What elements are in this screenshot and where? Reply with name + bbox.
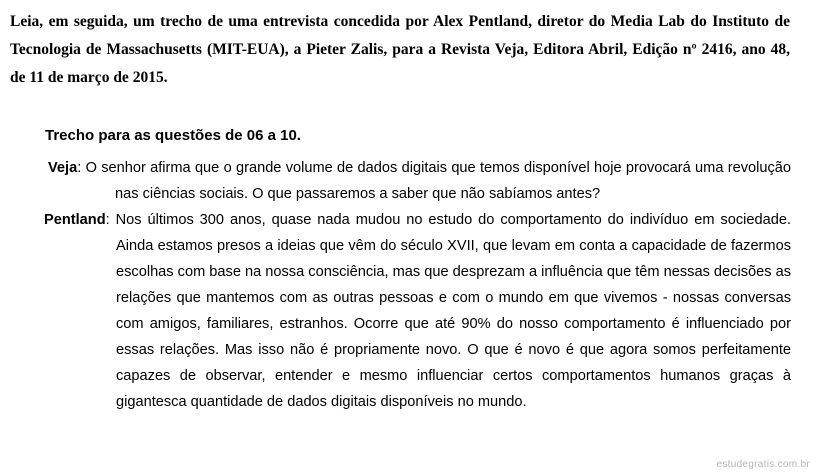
intro-paragraph: Leia, em seguida, um trecho de uma entrevista concedida por Alex Pentland, diretor do Media Lab do Instituto de Tecnologia de Massachusetts (MIT-EUA), a Pieter Zalis, para a Revista Veja, Editora Abril, Edição nº 2416, ano 48, de 11 de março de 2015.	[10, 13, 790, 86]
answer-separator: :	[105, 212, 116, 228]
question-speaker: Veja	[48, 160, 78, 176]
interview-answer	[44, 207, 791, 415]
question-text: O senhor afirma que o grande volume de dados digitais que temos disponível hoje provocará uma revolução nas ciências sociais. O que passaremos a saber que não sabíamos antes?	[85, 160, 791, 202]
question-separator: :	[77, 160, 86, 176]
watermark: estudegratis.com.br	[716, 459, 810, 470]
interview-excerpt	[44, 155, 791, 415]
answer-speaker: Pentland	[44, 212, 106, 228]
section-title: Trecho para as questões de 06 a 10.	[45, 127, 301, 144]
answer-text: Nos últimos 300 anos, quase nada mudou no estudo do comportamento do indivíduo em sociedade. Ainda estamos presos a ideias que vêm do século XVII, que levam em conta a capacidade de fazermos escolhas com base na nossa consciência, mas que desprezam a influência que têm nessas decisões as relações que mantemos com as outras pessoas e com o mundo em que vivemos - nossas conversas com amigos, familiares, estranhos. Ocorre que até 90% do nosso comportamento é influenciado por essas relações. Mas isso não é propriamente novo. O que é novo é que agora somos perfeitamente capazes de observar, entender e mesmo influenciar certos comportamentos humanos graças à gigantesca quantidade de dados digitais disponíveis no mundo.	[115, 212, 792, 410]
interview-question	[44, 155, 791, 207]
